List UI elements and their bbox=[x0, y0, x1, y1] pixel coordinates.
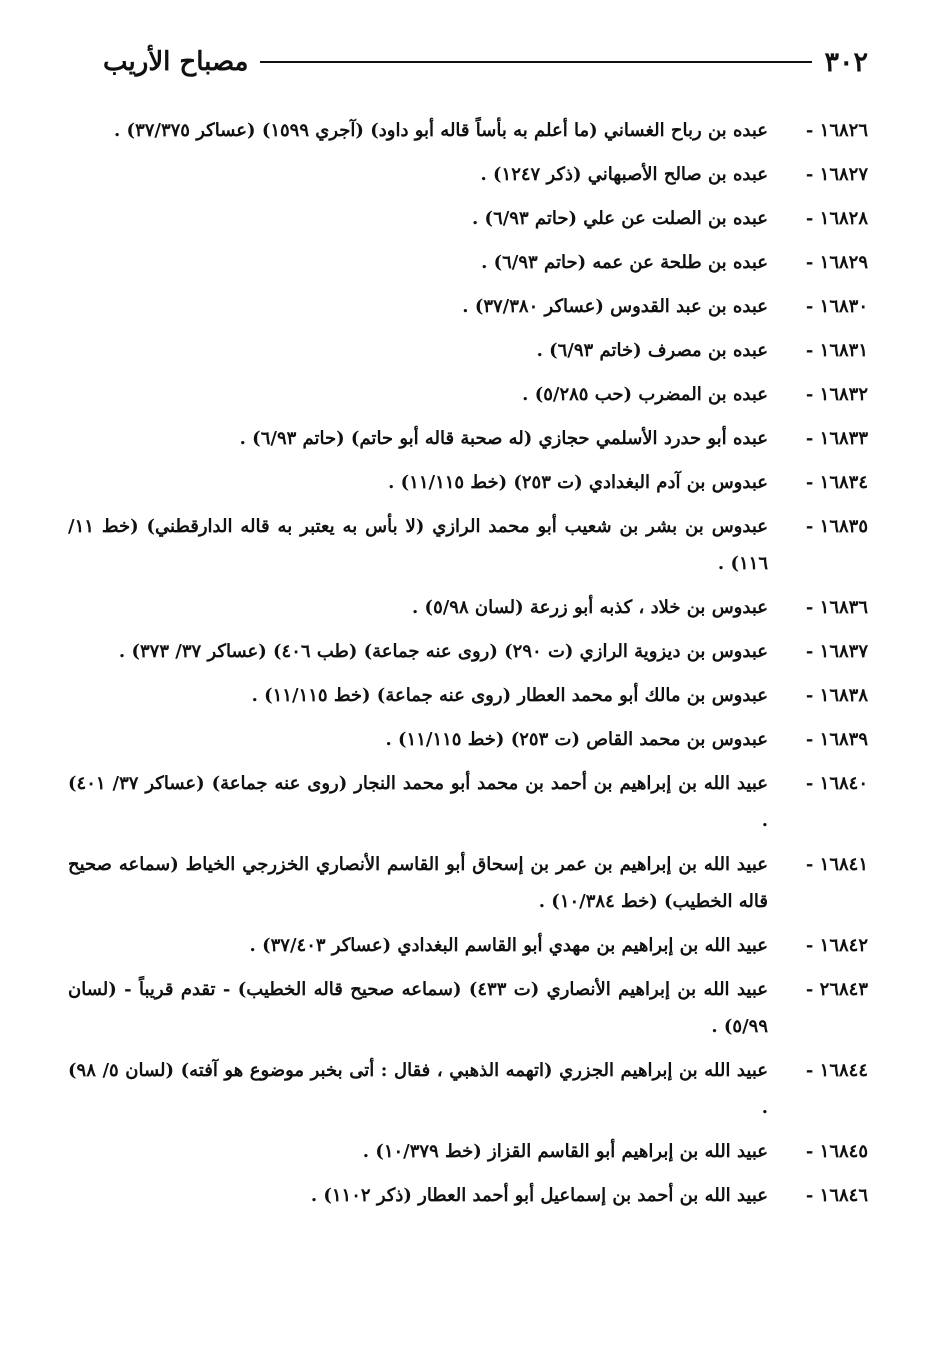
list-item bbox=[68, 376, 868, 413]
book-title: مصباح الأريب bbox=[103, 47, 249, 77]
entry-text: عبده بن رباح الغساني (ما أعلم به بأساً قاله أبو داود) (آجري ١٥٩٩) (عساكر ٣٧/٣٧٥) . bbox=[114, 120, 768, 141]
entry-text: عبده بن طلحة عن عمه (حاتم ٦/٩٣) . bbox=[481, 252, 768, 273]
entry-text: عبدوس بن ديزوية الرازي (ت ٢٩٠) (روى عنه جماعة) (طب ٤٠٦) (عساكر ٣٧/ ٣٧٣) . bbox=[118, 641, 768, 662]
list-item bbox=[68, 765, 868, 839]
entry-number: ١٦٨٣٠ - bbox=[805, 296, 868, 317]
entry-number: ١٦٨٤٥ - bbox=[805, 1141, 868, 1162]
entry-number: ١٦٨٢٧ - bbox=[805, 164, 868, 185]
list-item bbox=[68, 927, 868, 964]
entry-text: عبدوس بن خلاد ، كذبه أبو زرعة (لسان ٥/٩٨) . bbox=[412, 597, 768, 618]
entry-number: ١٦٨٣٤ - bbox=[805, 472, 868, 493]
entry-number: ١٦٨٣٨ - bbox=[805, 685, 868, 706]
list-item bbox=[68, 721, 868, 758]
list-item bbox=[68, 200, 868, 237]
entry-text: عبيد الله بن إبراهيم أبو القاسم القزاز (خط ١٠/٣٧٩) . bbox=[362, 1141, 768, 1162]
entry-list bbox=[68, 112, 868, 1221]
list-item bbox=[68, 633, 868, 670]
list-item bbox=[68, 332, 868, 369]
entry-text: عبيد الله بن إبراهيم الأنصاري (ت ٤٣٣) (سماعه صحيح قاله الخطيب) - تقدم قريباً - (لسان ٥/٩٩) . bbox=[68, 979, 768, 1037]
entry-text: عبده بن المضرب (حب ٥/٢٨٥) . bbox=[522, 384, 768, 405]
entry-number: ١٦٨٢٦ - bbox=[805, 120, 868, 141]
entry-text: عبدوس بن محمد القاص (ت ٢٥٣) (خط ١١/١١٥) . bbox=[385, 729, 768, 750]
list-item bbox=[68, 1133, 868, 1170]
entry-text: عبيد الله بن إبراهيم بن مهدي أبو القاسم البغدادي (عساكر ٣٧/٤٠٣) . bbox=[249, 935, 768, 956]
list-item bbox=[68, 288, 868, 325]
header-rule bbox=[260, 61, 812, 63]
entry-number: ١٦٨٣٥ - bbox=[805, 516, 868, 537]
list-item bbox=[68, 508, 868, 582]
entry-text: عبيد الله بن أحمد بن إسماعيل أبو أحمد العطار (ذكر ١١٠٢) . bbox=[310, 1185, 768, 1206]
entry-text: عبدوس بن بشر بن شعيب أبو محمد الرازي (لا بأس به يعتبر به قاله الدارقطني) (خط ١١/ ١١٦) . bbox=[68, 516, 768, 574]
entry-number: ١٦٨٣٦ - bbox=[805, 597, 868, 618]
entry-number: ١٦٨٣١ - bbox=[805, 340, 868, 361]
list-item bbox=[68, 1052, 868, 1126]
list-item bbox=[68, 244, 868, 281]
entry-number: ١٦٨٣٩ - bbox=[805, 729, 868, 750]
list-item bbox=[68, 677, 868, 714]
entry-number: ٢٦٨٤٣ - bbox=[805, 979, 868, 1000]
entry-number: ١٦٨٤٠ - bbox=[805, 773, 868, 794]
entry-text: عبده بن صالح الأصبهاني (ذكر ١٢٤٧) . bbox=[480, 164, 768, 185]
entry-text: عبدوس بن آدم البغدادي (ت ٢٥٣) (خط ١١/١١٥) . bbox=[388, 472, 768, 493]
entry-text: عبده بن مصرف (خاتم ٦/٩٣) . bbox=[536, 340, 768, 361]
entry-text: عبده أبو حدرد الأسلمي حجازي (له صحبة قاله أبو حاتم) (حاتم ٦/٩٣) . bbox=[239, 428, 768, 449]
list-item bbox=[68, 971, 868, 1045]
entry-number: ١٦٨٢٨ - bbox=[805, 208, 868, 229]
list-item bbox=[68, 846, 868, 920]
entry-number: ١٦٨٤٢ - bbox=[805, 935, 868, 956]
list-item bbox=[68, 589, 868, 626]
list-item bbox=[68, 156, 868, 193]
entry-text: عبده بن عبد القدوس (عساكر ٣٧/٣٨٠) . bbox=[462, 296, 768, 317]
page-header bbox=[103, 40, 868, 84]
entry-number: ١٦٨٤٦ - bbox=[805, 1185, 868, 1206]
page-number: ٣٠٢ bbox=[824, 46, 868, 78]
entry-text: عبده بن الصلت عن علي (حاتم ٦/٩٣) . bbox=[472, 208, 768, 229]
list-item bbox=[68, 464, 868, 501]
entry-number: ١٦٨٤٤ - bbox=[805, 1060, 868, 1081]
entry-number: ١٦٨٣٣ - bbox=[805, 428, 868, 449]
entry-text: عبدوس بن مالك أبو محمد العطار (روى عنه جماعة) (خط ١١/١١٥) . bbox=[251, 685, 768, 706]
list-item bbox=[68, 420, 868, 457]
list-item bbox=[68, 112, 868, 149]
entry-number: ١٦٨٤١ - bbox=[805, 854, 868, 875]
entry-text: عبيد الله بن إبراهيم الجزري (اتهمه الذهبي ، فقال : أتى بخبر موضوع هو آفته) (لسان ٥/ ٩٨) . bbox=[68, 1060, 768, 1118]
entry-text: عبيد الله بن إبراهيم بن أحمد بن محمد أبو محمد النجار (روى عنه جماعة) (عساكر ٣٧/ ٤٠١) . bbox=[68, 773, 769, 831]
entry-text: عبيد الله بن إبراهيم بن عمر بن إسحاق أبو القاسم الأنصاري الخزرجي الخياط (سماعه صحيح قاله الخطيب) (خط ١٠/٣٨٤) . bbox=[68, 854, 768, 912]
entry-number: ١٦٨٣٢ - bbox=[805, 384, 868, 405]
entry-number: ١٦٨٢٩ - bbox=[805, 252, 868, 273]
entry-number: ١٦٨٣٧ - bbox=[805, 641, 868, 662]
list-item bbox=[68, 1177, 868, 1214]
